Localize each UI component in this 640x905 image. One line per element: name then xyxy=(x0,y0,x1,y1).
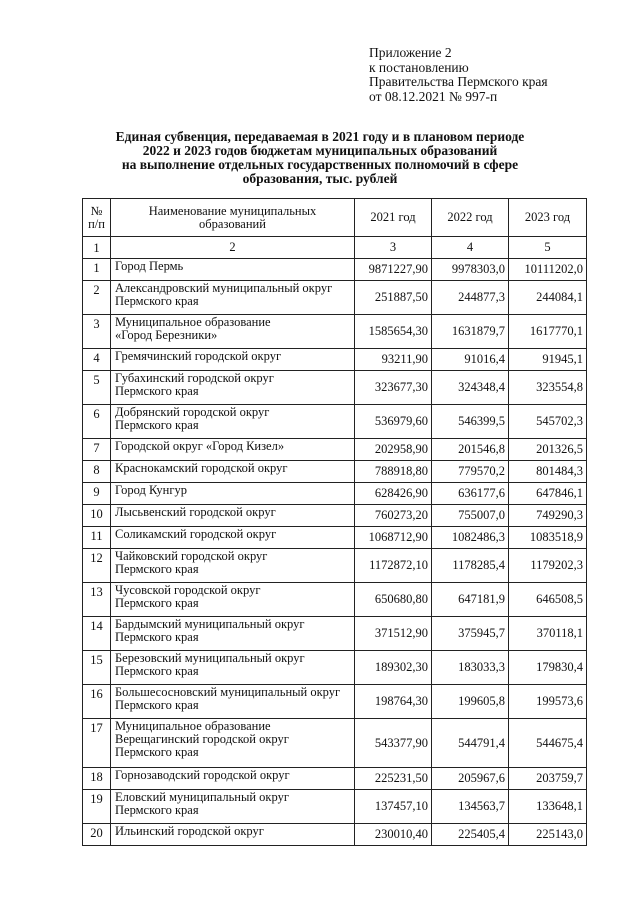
value-2021: 1585654,30 xyxy=(355,315,432,349)
title-line: Единая субвенция, передаваемая в 2021 году и в плановом периоде xyxy=(115,129,525,144)
appendix-line: от 08.12.2021 № 997-п xyxy=(369,88,498,104)
value-2023: 133648,1 xyxy=(509,790,587,824)
value-2021: 189302,30 xyxy=(355,651,432,685)
appendix-line: к постановлению xyxy=(369,59,469,75)
municipality-name xyxy=(111,461,355,483)
municipality-name xyxy=(111,719,355,768)
municipality-name xyxy=(111,439,355,461)
table-row xyxy=(83,824,587,846)
value-2022: 199605,8 xyxy=(432,685,509,719)
column-index: 5 xyxy=(509,237,587,259)
value-2023: 801484,3 xyxy=(509,461,587,483)
municipality-name xyxy=(111,527,355,549)
municipality-name xyxy=(111,259,355,281)
municipality-name-line: Горнозаводский городской округ xyxy=(115,768,290,782)
value-2022: 1178285,4 xyxy=(432,549,509,583)
row-number: 15 xyxy=(83,651,111,685)
municipality-name xyxy=(111,505,355,527)
municipality-name-line: Чайковский городской округ xyxy=(115,549,268,563)
municipality-name xyxy=(111,349,355,371)
value-2023: 749290,3 xyxy=(509,505,587,527)
value-2022: 134563,7 xyxy=(432,790,509,824)
value-2023: 201326,5 xyxy=(509,439,587,461)
value-2022: 9978303,0 xyxy=(432,259,509,281)
municipality-name-line: Пермского края xyxy=(115,418,199,432)
table-row xyxy=(83,405,587,439)
title-line: 2022 и 2023 годов бюджетам муниципальных образований xyxy=(142,143,498,158)
municipality-name xyxy=(111,768,355,790)
column-index: 1 xyxy=(83,237,111,259)
value-2023: 179830,4 xyxy=(509,651,587,685)
municipality-name-line: Лысьвенский городской округ xyxy=(115,505,276,519)
row-number: 2 xyxy=(83,281,111,315)
value-2022: 779570,2 xyxy=(432,461,509,483)
column-index: 3 xyxy=(355,237,432,259)
table-row xyxy=(83,349,587,371)
value-2021: 543377,90 xyxy=(355,719,432,768)
municipality-name-line: Пермского края xyxy=(115,664,199,678)
row-number: 3 xyxy=(83,315,111,349)
value-2022: 755007,0 xyxy=(432,505,509,527)
value-2022: 636177,6 xyxy=(432,483,509,505)
municipality-name-line: Город Кунгур xyxy=(115,483,187,497)
municipality-name xyxy=(111,483,355,505)
value-2023: 323554,8 xyxy=(509,371,587,405)
value-2022: 91016,4 xyxy=(432,349,509,371)
value-2023: 199573,6 xyxy=(509,685,587,719)
header-name: Наименование муниципальных образований xyxy=(111,199,355,237)
column-index: 4 xyxy=(432,237,509,259)
value-2021: 251887,50 xyxy=(355,281,432,315)
municipality-name-line: Городской округ «Город Кизел» xyxy=(115,439,285,453)
value-2021: 1172872,10 xyxy=(355,549,432,583)
row-number: 7 xyxy=(83,439,111,461)
row-number: 12 xyxy=(83,549,111,583)
value-2023: 203759,7 xyxy=(509,768,587,790)
municipality-name-line: «Город Березники» xyxy=(115,328,218,342)
municipality-name-line: Александровский муниципальный округ xyxy=(115,281,333,295)
value-2021: 225231,50 xyxy=(355,768,432,790)
appendix-line: Правительства Пермского края xyxy=(369,74,548,90)
value-2022: 1631879,7 xyxy=(432,315,509,349)
municipality-name-line: Муниципальное образование xyxy=(115,719,271,733)
value-2022: 546399,5 xyxy=(432,405,509,439)
table-row xyxy=(83,527,587,549)
municipality-name xyxy=(111,651,355,685)
table-row xyxy=(83,768,587,790)
value-2023: 544675,4 xyxy=(509,719,587,768)
municipality-name-line: Пермского края xyxy=(115,745,199,759)
value-2021: 198764,30 xyxy=(355,685,432,719)
row-number: 13 xyxy=(83,583,111,617)
row-number: 11 xyxy=(83,527,111,549)
row-number: 14 xyxy=(83,617,111,651)
value-2022: 647181,9 xyxy=(432,583,509,617)
value-2023: 1617770,1 xyxy=(509,315,587,349)
value-2021: 323677,30 xyxy=(355,371,432,405)
value-2021: 1068712,90 xyxy=(355,527,432,549)
table-row xyxy=(83,790,587,824)
value-2023: 1083518,9 xyxy=(509,527,587,549)
value-2023: 646508,5 xyxy=(509,583,587,617)
value-2022: 324348,4 xyxy=(432,371,509,405)
value-2021: 202958,90 xyxy=(355,439,432,461)
table-row xyxy=(83,315,587,349)
column-index: 2 xyxy=(111,237,355,259)
municipality-name xyxy=(111,371,355,405)
value-2022: 183033,3 xyxy=(432,651,509,685)
municipality-name-line: Пермского края xyxy=(115,803,199,817)
value-2023: 244084,1 xyxy=(509,281,587,315)
value-2023: 1179202,3 xyxy=(509,549,587,583)
value-2023: 10111202,0 xyxy=(509,259,587,281)
row-number: 20 xyxy=(83,824,111,846)
table-row xyxy=(83,651,587,685)
table-row xyxy=(83,259,587,281)
municipality-name-line: Краснокамский городской округ xyxy=(115,461,288,475)
municipality-name xyxy=(111,824,355,846)
value-2021: 628426,90 xyxy=(355,483,432,505)
title-line: на выполнение отдельных государственных полномочий в сфере xyxy=(121,157,519,172)
municipality-name-line: Добрянский городской округ xyxy=(115,405,270,419)
municipality-name-line: Пермского края xyxy=(115,698,199,712)
municipality-name xyxy=(111,685,355,719)
table-row xyxy=(83,461,587,483)
municipality-name xyxy=(111,281,355,315)
municipality-name-line: Пермского края xyxy=(115,596,199,610)
value-2021: 230010,40 xyxy=(355,824,432,846)
value-2022: 544791,4 xyxy=(432,719,509,768)
value-2021: 536979,60 xyxy=(355,405,432,439)
row-number: 16 xyxy=(83,685,111,719)
municipality-name-line: Муниципальное образование xyxy=(115,315,271,329)
appendix-note xyxy=(369,46,548,104)
municipality-name-line: Большесосновский муниципальный округ xyxy=(115,685,341,699)
value-2022: 201546,8 xyxy=(432,439,509,461)
value-2022: 225405,4 xyxy=(432,824,509,846)
appendix-line: Приложение 2 xyxy=(369,45,452,60)
table-row xyxy=(83,583,587,617)
table-row xyxy=(83,719,587,768)
table-row xyxy=(83,281,587,315)
header-2023: 2023 год xyxy=(509,199,587,237)
header-2021: 2021 год xyxy=(355,199,432,237)
row-number: 9 xyxy=(83,483,111,505)
row-number: 10 xyxy=(83,505,111,527)
row-number: 6 xyxy=(83,405,111,439)
value-2023: 647846,1 xyxy=(509,483,587,505)
table-row xyxy=(83,371,587,405)
municipality-name xyxy=(111,405,355,439)
municipality-name xyxy=(111,790,355,824)
municipality-name-line: Пермского края xyxy=(115,630,199,644)
municipality-name xyxy=(111,549,355,583)
row-number: 18 xyxy=(83,768,111,790)
value-2022: 205967,6 xyxy=(432,768,509,790)
row-number: 8 xyxy=(83,461,111,483)
table-row xyxy=(83,549,587,583)
subvention-table xyxy=(82,198,587,846)
municipality-name-line: Гремячинский городской округ xyxy=(115,349,282,363)
municipality-name-line: Верещагинский городской округ xyxy=(115,732,289,746)
document-title xyxy=(40,130,600,186)
value-2021: 137457,10 xyxy=(355,790,432,824)
row-number: 5 xyxy=(83,371,111,405)
table-row xyxy=(83,685,587,719)
value-2023: 370118,1 xyxy=(509,617,587,651)
column-index-row xyxy=(83,237,587,259)
municipality-name-line: Соликамский городской округ xyxy=(115,527,277,541)
value-2021: 788918,80 xyxy=(355,461,432,483)
municipality-name xyxy=(111,315,355,349)
header-2022: 2022 год xyxy=(432,199,509,237)
municipality-name xyxy=(111,583,355,617)
municipality-name-line: Пермского края xyxy=(115,562,199,576)
title-line: образования, тыс. рублей xyxy=(242,171,398,186)
table-row xyxy=(83,439,587,461)
value-2023: 91945,1 xyxy=(509,349,587,371)
header-num: № п/п xyxy=(83,199,111,237)
table-row xyxy=(83,483,587,505)
value-2021: 371512,90 xyxy=(355,617,432,651)
value-2022: 375945,7 xyxy=(432,617,509,651)
row-number: 1 xyxy=(83,259,111,281)
table-row xyxy=(83,617,587,651)
municipality-name-line: Ильинский городской округ xyxy=(115,824,264,838)
municipality-name-line: Губахинский городской округ xyxy=(115,371,274,385)
municipality-name-line: Еловский муниципальный округ xyxy=(115,790,289,804)
value-2022: 244877,3 xyxy=(432,281,509,315)
municipality-name-line: Город Пермь xyxy=(115,259,184,273)
value-2021: 93211,90 xyxy=(355,349,432,371)
municipality-name xyxy=(111,617,355,651)
value-2022: 1082486,3 xyxy=(432,527,509,549)
value-2023: 225143,0 xyxy=(509,824,587,846)
municipality-name-line: Пермского края xyxy=(115,294,199,308)
value-2023: 545702,3 xyxy=(509,405,587,439)
value-2021: 650680,80 xyxy=(355,583,432,617)
municipality-name-line: Березовский муниципальный округ xyxy=(115,651,305,665)
row-number: 17 xyxy=(83,719,111,768)
row-number: 19 xyxy=(83,790,111,824)
value-2021: 9871227,90 xyxy=(355,259,432,281)
value-2021: 760273,20 xyxy=(355,505,432,527)
municipality-name-line: Чусовской городской округ xyxy=(115,583,261,597)
municipality-name-line: Бардымский муниципальный округ xyxy=(115,617,305,631)
row-number: 4 xyxy=(83,349,111,371)
municipality-name-line: Пермского края xyxy=(115,384,199,398)
table-row xyxy=(83,505,587,527)
